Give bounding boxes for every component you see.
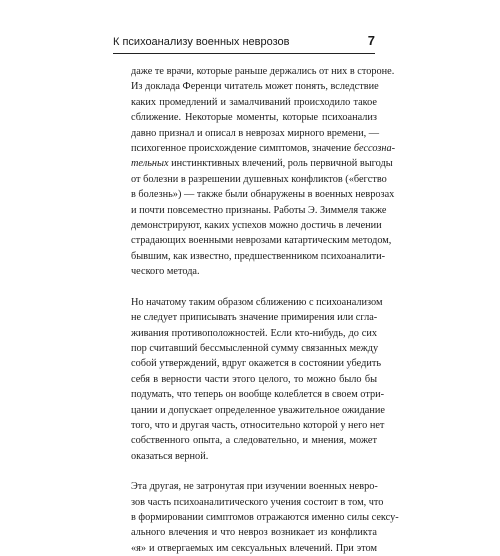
- text-line: страдающих военными неврозами катартическим методом,: [131, 235, 392, 247]
- text-line: и почти повсеместно признаны. Работы Э. Зиммеля также: [131, 204, 387, 216]
- text-line: себя в верности части этого целого, то можно было бы: [131, 373, 377, 385]
- header-rule: [113, 53, 375, 54]
- text-line: не следует приписывать значение примирения или сгла-: [131, 312, 378, 324]
- body-text: [131, 64, 399, 556]
- paragraph: [131, 479, 399, 556]
- text-line: [131, 141, 396, 156]
- text-segment: инстинктивных влечений, роль первичной выгоды: [168, 158, 393, 170]
- text-line: Эта другая, не затронутая при изучении военных невро-: [131, 481, 378, 493]
- text-line: зов часть психоаналитического учения состоит в том, что: [131, 496, 384, 508]
- text-line: от болезни в разрешении душевных конфликтов («бегство: [131, 173, 387, 185]
- text-line: даже те врачи, которые раньше держались от них в стороне.: [131, 66, 395, 77]
- text-line: собой утверждений, вдруг окажется в состоянии убедить: [131, 358, 382, 370]
- running-title: К психоанализу военных неврозов: [113, 36, 290, 48]
- text-line: того, что и другая часть, относительно которой у него нет: [131, 419, 385, 431]
- text-line: Из доклада Ференци читатель может понять, вследствие: [131, 81, 379, 93]
- text-line: давно признал и описал в неврозах мирного времени, —: [131, 127, 380, 139]
- text-line: Но начатому таким образом сближению с психоанализом: [131, 296, 383, 308]
- text-line: сближение. Некоторые моменты, которые психоанализ: [131, 112, 377, 124]
- text-line: «я» и отвергаемых им сексуальных влечений. При этом: [131, 542, 377, 554]
- text-segment: психогенное происхождение симптомов, значение: [131, 143, 354, 155]
- page-number: 7: [367, 33, 375, 48]
- italic-segment: бессозна-: [353, 143, 396, 155]
- text-line: [131, 156, 393, 171]
- paragraph: [131, 295, 385, 464]
- running-head: [113, 33, 375, 51]
- text-line: в формировании симптомов отражаются именно силы сексу-: [131, 511, 399, 523]
- text-line: цании и допускает определенное уважительное ожидание: [131, 404, 385, 416]
- text-line: подумать, что теперь он вообще колеблется в своем отри-: [131, 389, 385, 401]
- text-line: собственного опыта, а следовательно, и мнения, может: [131, 435, 377, 447]
- italic-segment: тельных: [131, 158, 169, 170]
- text-line: ческого метода.: [131, 266, 200, 278]
- text-line: пор считавший бессмысленной сумму связанных между: [131, 342, 379, 354]
- paragraph: [131, 64, 396, 280]
- text-line: оказаться верной.: [131, 450, 209, 462]
- text-line: в болезнь») — также были обнаружены в военных неврозах: [131, 189, 395, 201]
- text-line: ального влечения и что невроз возникает из конфликта: [131, 527, 377, 539]
- text-line: живания противоположностей. Если кто-нибудь, до сих: [131, 327, 377, 339]
- text-line: каких промедлений и замалчиваний происходило такое: [131, 96, 377, 108]
- text-line: бывшим, как известно, предшественником психоаналити-: [131, 250, 386, 262]
- text-line: демонстрируют, каких успехов можно достичь в лечении: [131, 220, 382, 232]
